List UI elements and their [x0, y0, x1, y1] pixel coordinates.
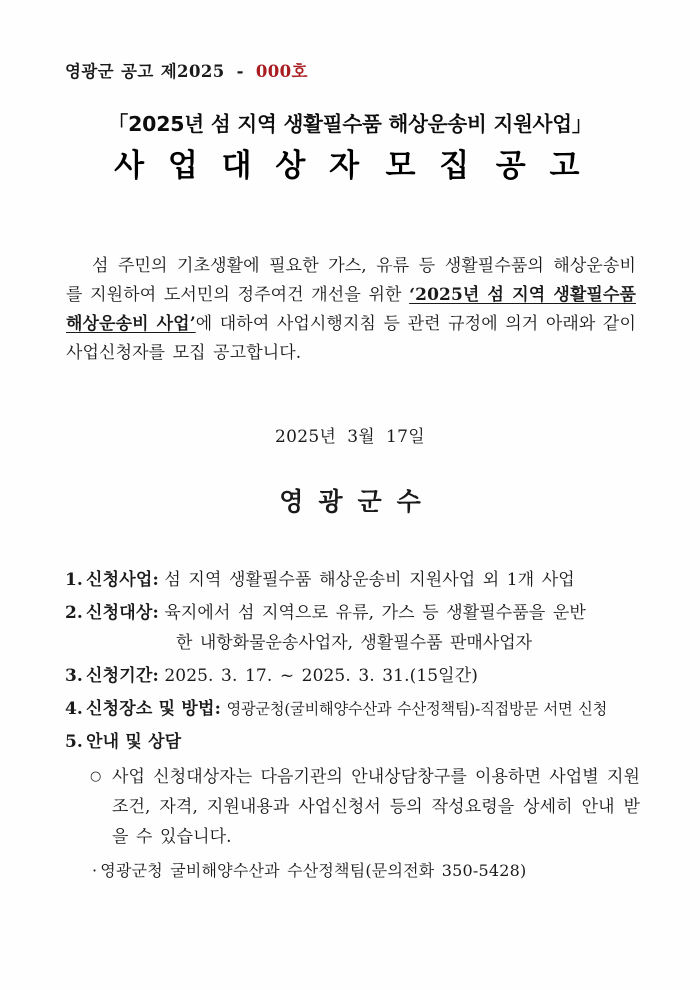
bullet-item-text: 사업 신청대상자는 다음기관의 안내상담창구를 이용하면 사업별 지원 조건, 자격, 지원내용과 사업신청서 등의 작성요령을 상세히 안내 받을 수 있습니다. — [112, 767, 640, 847]
item-number: 2. — [65, 603, 83, 623]
item-content — [86, 565, 640, 595]
bullet-item — [90, 762, 640, 852]
item-content — [86, 598, 640, 658]
item-content — [86, 661, 640, 691]
item-number: 1. — [65, 570, 83, 590]
item-value: 영광군청(굴비해양수산과 수산정책팀)-직접방문 서면 신청 — [226, 700, 608, 718]
intro-paragraph — [66, 252, 636, 368]
issue-month: 3월 — [347, 427, 376, 447]
middot-bullet-icon: · — [92, 861, 98, 880]
notice-subtitle: 「2025년 섬 지역 생활필수품 해상운송비 지원사업」 — [107, 112, 593, 136]
intro-text-after: 에 대하여 사업시행지침 등 관련 규정에 의거 아래와 같이 사업신청자를 모집 공고합니다. — [66, 314, 636, 363]
notice-title-part3: 공 고 — [495, 147, 586, 184]
document-number-prefix: 제2025 — [160, 62, 225, 81]
item-label: 신청사업 — [86, 570, 153, 590]
notice-title-part2: 모 집 — [385, 147, 476, 184]
item-separator: : — [152, 666, 159, 686]
issue-day: 17일 — [386, 427, 425, 447]
intro-emphasized-program-name: ‘2025년 섬 지역 생활필수품 해상운송비 사업’ — [66, 285, 636, 334]
item-separator: : — [152, 603, 159, 623]
item-label: 안내 및 상담 — [86, 732, 182, 752]
notice-item — [65, 598, 640, 658]
item-number: 3. — [65, 666, 83, 686]
document-kind: 공고 — [121, 62, 154, 81]
contact-text: 영광군청 굴비해양수산과 수산정책팀(문의전화 350-5428) — [100, 861, 527, 880]
notice-item — [65, 727, 640, 757]
notice-item — [65, 565, 640, 595]
item-label: 신청기간 — [86, 666, 153, 686]
notice-title-part1: 사 업 대 상 자 — [114, 147, 366, 184]
intro-text-before: 섬 주민의 기초생활에 필요한 가스, 유류 등 생활필수품의 해상운송비를 지원하여 도서민의 정주여건 개선을 위한 — [66, 256, 636, 305]
guidance-subsection — [90, 762, 640, 852]
item-content — [86, 727, 640, 757]
document-number-line — [65, 58, 308, 82]
document-number-value: 000호 — [255, 62, 308, 81]
item-value: 섬 지역 생활필수품 해상운송비 지원사업 외 1개 사업 — [164, 570, 575, 590]
item-value: 육지에서 섬 지역으로 유류, 가스 등 생활필수품을 운반 — [164, 603, 586, 623]
item-value: 2025. 3. 17. ~ 2025. 3. 31.(15일간) — [164, 666, 478, 686]
circle-bullet-icon: ○ — [90, 769, 102, 784]
notice-title — [0, 147, 700, 186]
notice-item — [65, 694, 640, 724]
signatory: 영광군수 — [279, 487, 436, 516]
issuing-agency: 영광군 — [65, 62, 115, 81]
item-separator: : — [152, 570, 159, 590]
item-number: 5. — [65, 732, 83, 752]
title-block — [0, 112, 700, 185]
item-number: 4. — [65, 699, 83, 719]
contact-line — [92, 858, 526, 881]
issue-year: 2025년 — [275, 427, 337, 447]
notice-item — [65, 661, 640, 691]
issue-date — [0, 422, 700, 447]
item-separator: : — [214, 699, 222, 719]
item-label: 신청장소 및 방법 — [86, 699, 215, 719]
notice-items-list — [65, 565, 640, 760]
item-label: 신청대상 — [86, 603, 153, 623]
item-content — [86, 694, 640, 724]
item-value-continuation: 한 내항화물운송사업자, 생활필수품 판매사업자 — [176, 633, 533, 653]
document-number-dash: - — [236, 62, 244, 81]
